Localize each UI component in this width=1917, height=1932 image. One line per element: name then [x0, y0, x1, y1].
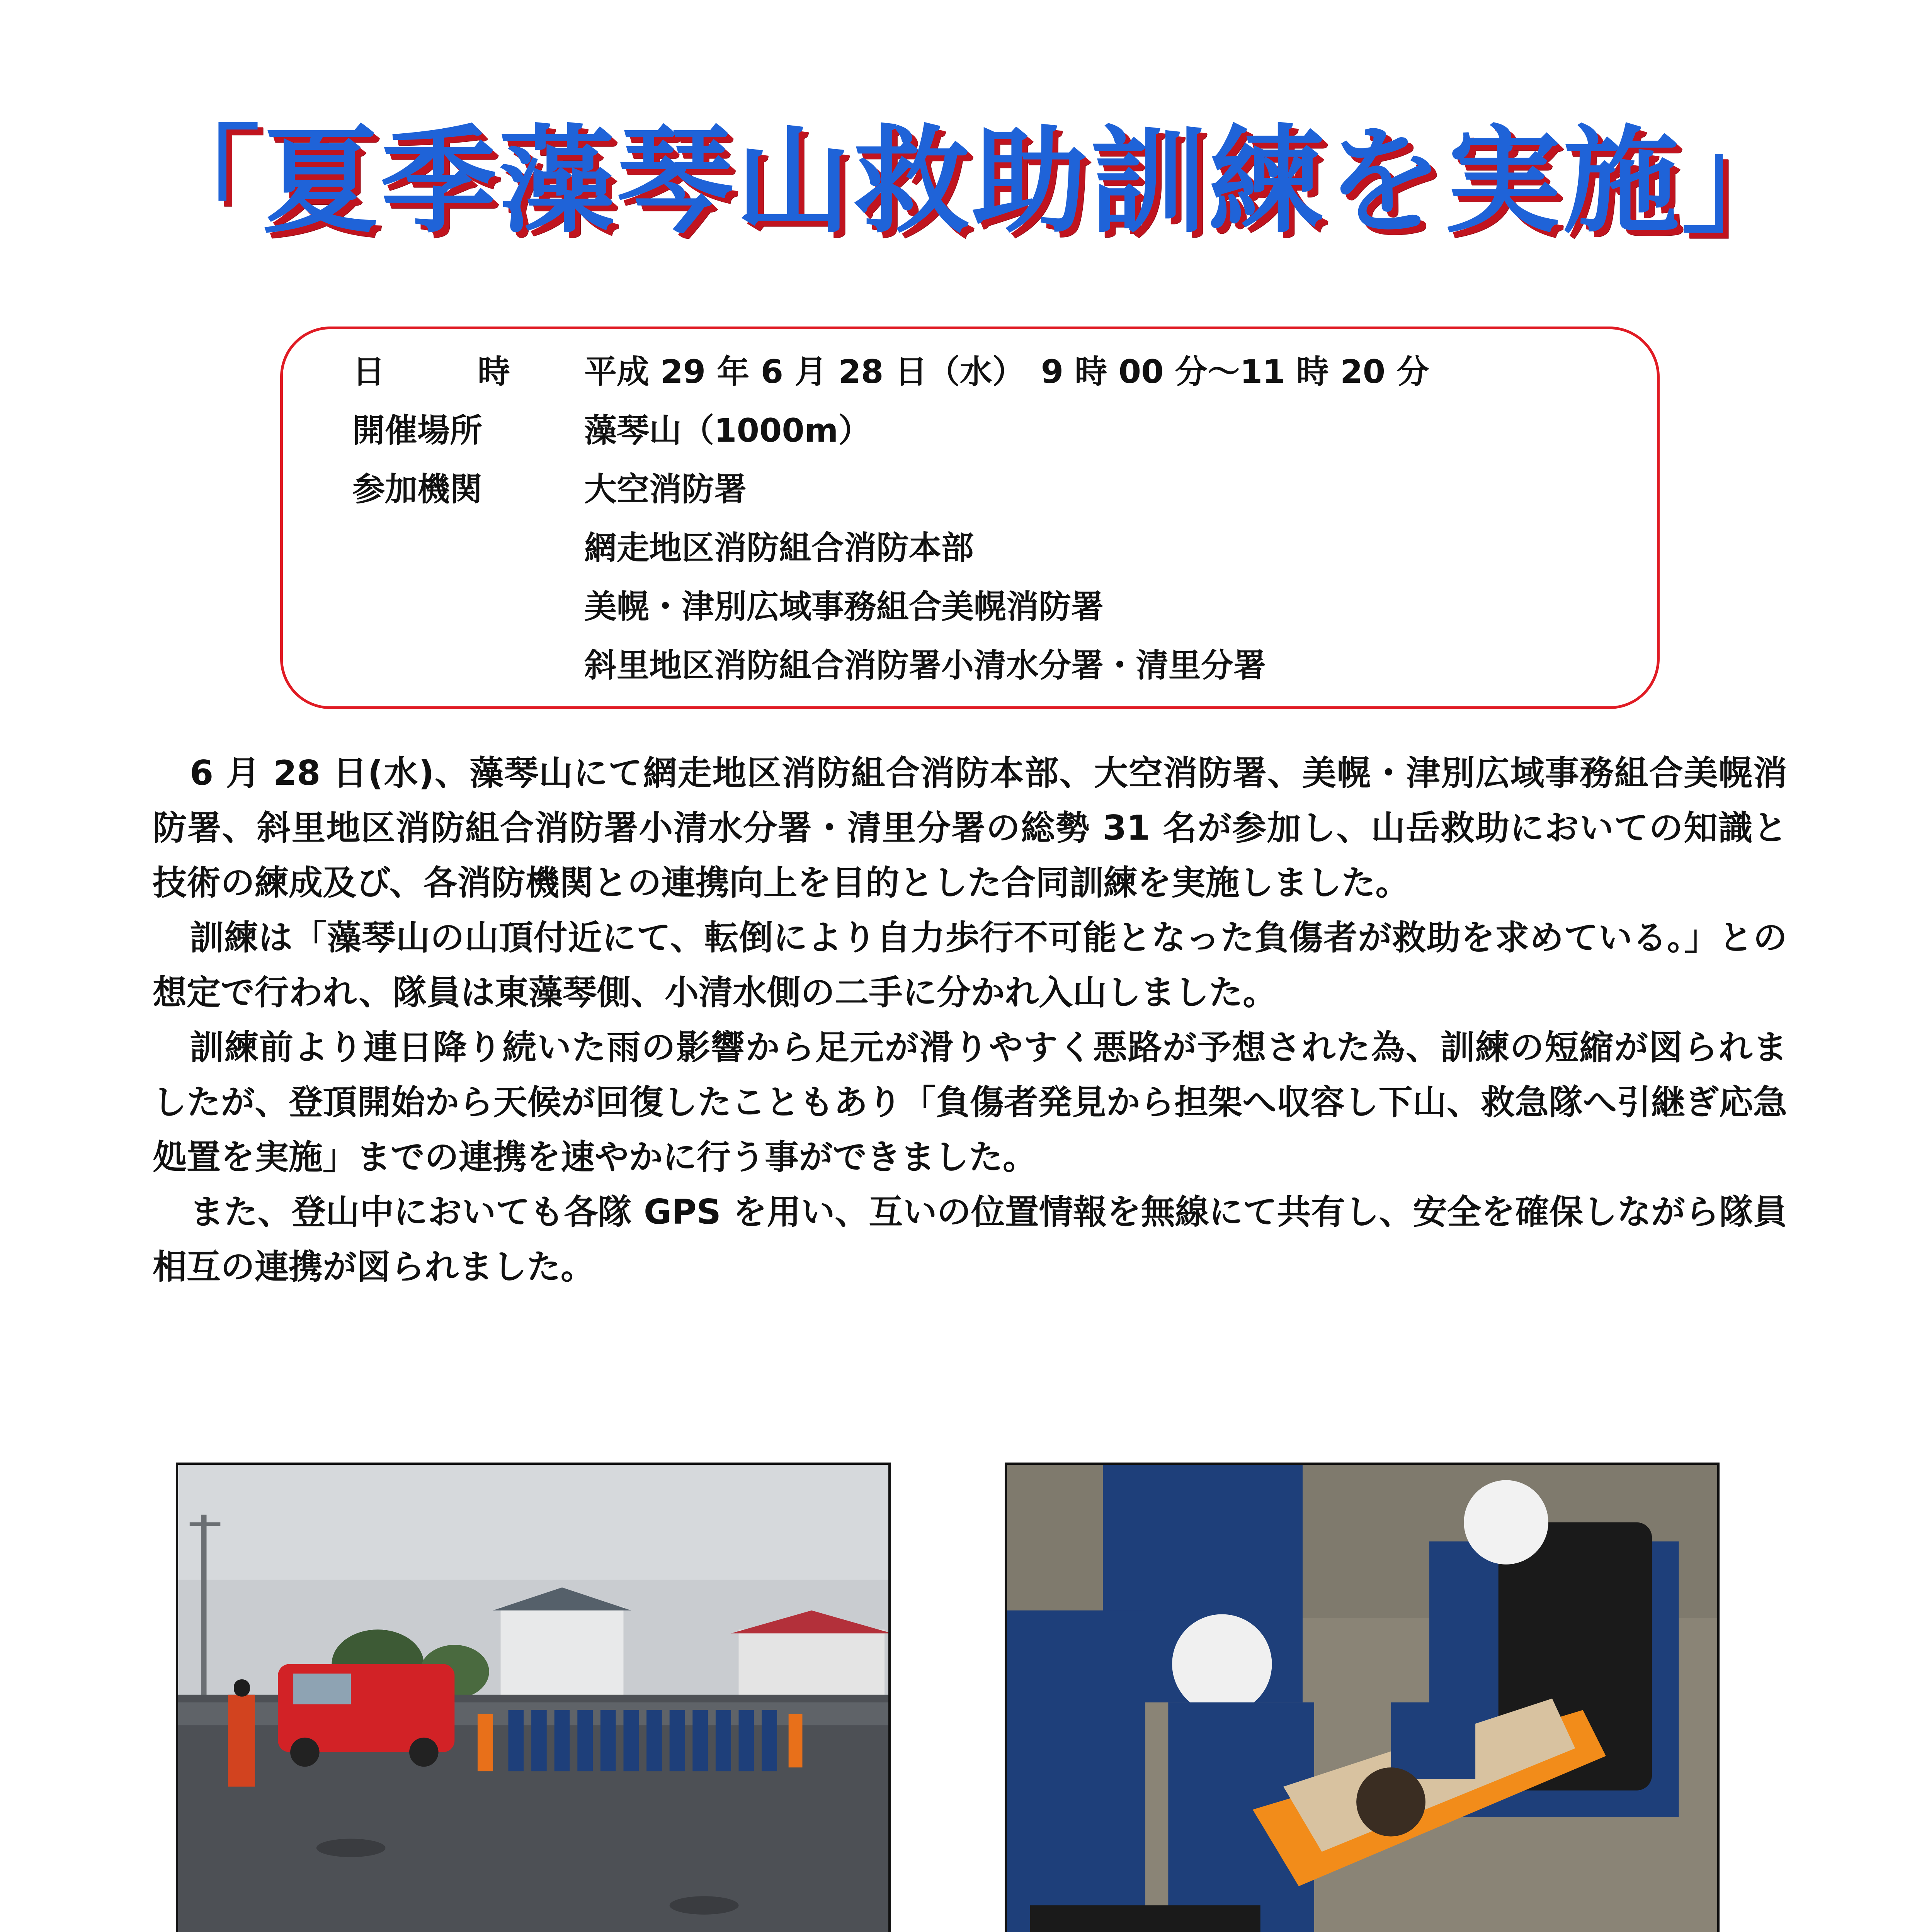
org-label: 参加機関	[352, 470, 483, 508]
place-label: 開催場所	[352, 412, 483, 449]
date-value: 平成 29 年 6 月 28 日（水） 9 時 00 分～11 時 20 分	[584, 353, 1429, 391]
event-info-box	[280, 327, 1660, 709]
stretcher-photo-image	[1007, 1465, 1717, 1932]
date-label: 日時	[352, 353, 603, 391]
paragraph: また、登山中においても各隊 GPS を用い、互いの位置情報を無線にて共有し、安全を確保しながら隊員相互の連携が図られました。	[153, 1192, 1787, 1287]
org-item: 大空消防署	[584, 470, 747, 508]
stretcher-photo	[1005, 1463, 1720, 1932]
paragraph: 訓練は「藻琴山の山頂付近にて、転倒により自力歩行不可能となった負傷者が救助を求めている。」との想定で行われ、隊員は東藻琴側、小清水側の二手に分かれ入山しました。	[153, 918, 1787, 1012]
page-title: 「夏季藻琴山救助訓練を実施」	[144, 114, 1800, 249]
org-item: 斜里地区消防組合消防署小清水分署・清里分署	[584, 646, 1266, 684]
org-item: 網走地区消防組合消防本部	[584, 529, 974, 567]
paragraph: 6 月 28 日(水)、藻琴山にて網走地区消防組合消防本部、大空消防署、美幌・津別広域事務組合美幌消防署、斜里地区消防組合消防署小清水分署・清里分署の総勢 31 名が参加し、山岳救助においての知識と技術の練成及び、各消防機関との連携向上を目的とした合同訓練を実施しました。	[153, 753, 1787, 903]
place-value: 藻琴山（1000m）	[584, 412, 871, 449]
article-body	[153, 746, 1787, 1294]
org-item: 美幌・津別広域事務組合美幌消防署	[584, 588, 1104, 626]
formation-photo	[176, 1463, 891, 1932]
paragraph: 訓練前より連日降り続いた雨の影響から足元が滑りやすく悪路が予想された為、訓練の短縮が図られましたが、登頂開始から天候が回復したこともあり「負傷者発見から担架へ収容し下山、救急隊へ引継ぎ応急処置を実施」までの連携を速やかに行う事ができました。	[153, 1027, 1787, 1177]
formation-photo-image	[178, 1465, 888, 1932]
